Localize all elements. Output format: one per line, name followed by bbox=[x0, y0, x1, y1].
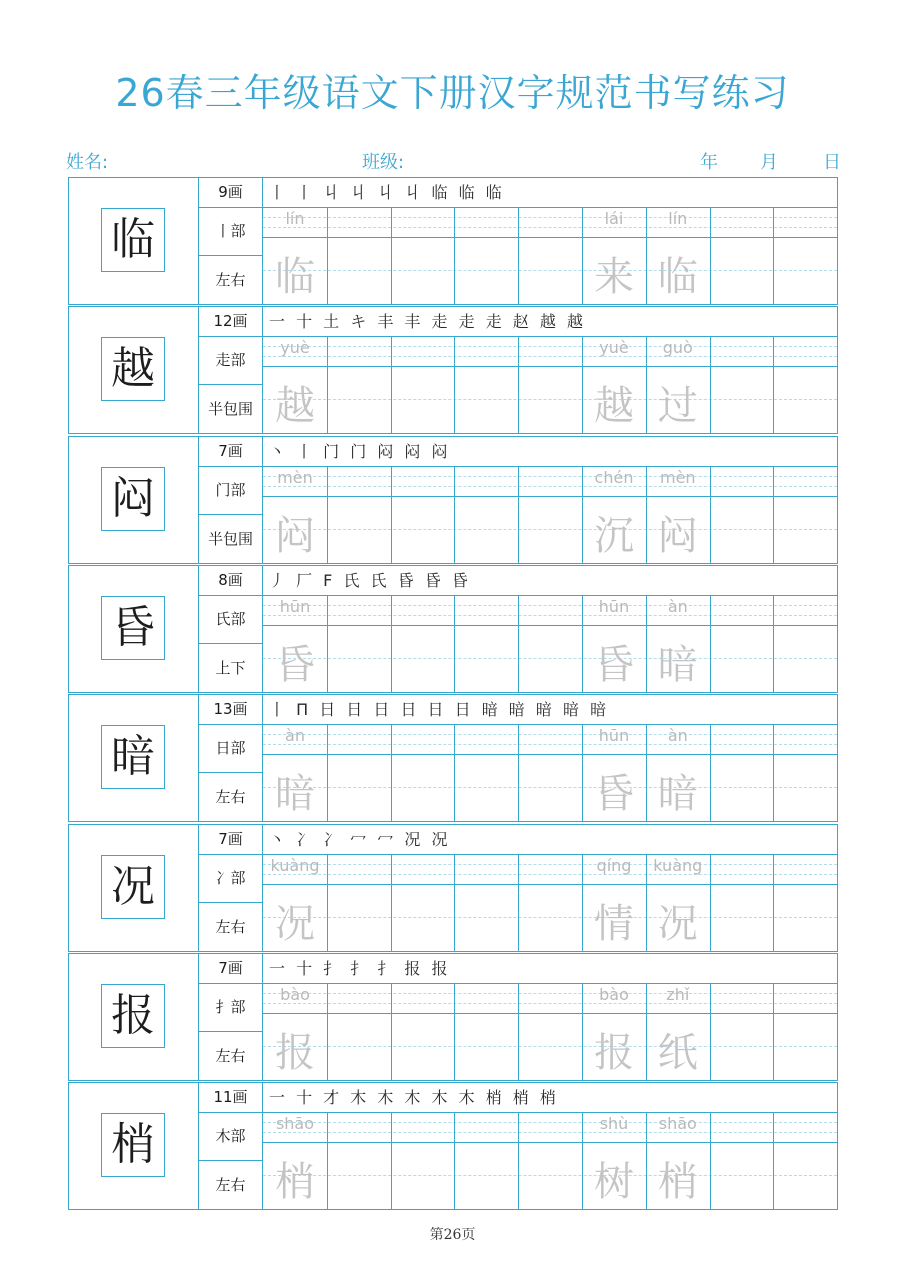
trace-character[interactable]: 过 bbox=[657, 383, 698, 430]
trace-character[interactable] bbox=[454, 251, 518, 303]
stroke-order: 丨 П 日 日 日 日 日 日 暗 暗 暗 暗 暗 bbox=[269, 700, 610, 720]
structure: 左右 bbox=[215, 788, 246, 807]
trace-character[interactable] bbox=[391, 768, 455, 820]
radical: 木部 bbox=[199, 1113, 262, 1161]
trace-character[interactable]: 梢 bbox=[657, 1159, 698, 1206]
trace-character[interactable] bbox=[391, 251, 455, 303]
trace-character[interactable]: 越 bbox=[275, 383, 315, 430]
character-block bbox=[68, 436, 838, 564]
trace-character[interactable] bbox=[518, 510, 582, 562]
stroke-count: 13画 bbox=[199, 695, 262, 725]
character-cell bbox=[69, 566, 199, 692]
grid-line bbox=[263, 754, 837, 755]
trace-character[interactable] bbox=[518, 639, 582, 691]
model-character: 闷 bbox=[101, 467, 165, 531]
trace-character[interactable]: 纸 bbox=[657, 1029, 698, 1076]
grid-line bbox=[263, 993, 837, 994]
grid-line bbox=[263, 864, 837, 865]
grid-line bbox=[263, 1209, 837, 1210]
trace-character[interactable] bbox=[391, 380, 455, 432]
class-label: 班级: bbox=[362, 152, 405, 173]
grid-line bbox=[263, 884, 837, 885]
trace-character[interactable] bbox=[327, 380, 391, 432]
trace-character[interactable]: 昏 bbox=[594, 641, 634, 688]
stroke-count: 11画 bbox=[199, 1083, 262, 1113]
pinyin-label: shāo bbox=[658, 1114, 697, 1134]
character-block bbox=[68, 306, 838, 434]
pinyin-label: chén bbox=[594, 467, 634, 487]
grid-line bbox=[263, 356, 837, 357]
radical: 氏部 bbox=[199, 596, 262, 644]
trace-character[interactable] bbox=[710, 898, 774, 950]
trace-character[interactable]: 昏 bbox=[275, 641, 315, 688]
trace-character[interactable]: 况 bbox=[275, 900, 315, 947]
pinyin-label: mèn bbox=[660, 467, 696, 487]
stroke-order: 丨 丨 丩 丩 丩 丩 临 临 临 bbox=[269, 183, 505, 202]
trace-character[interactable] bbox=[710, 1027, 774, 1079]
info-column bbox=[199, 695, 263, 821]
trace-character[interactable]: 梢 bbox=[275, 1159, 315, 1206]
grid-line bbox=[263, 692, 837, 693]
pinyin-label: zhǐ bbox=[666, 984, 690, 1004]
trace-character[interactable] bbox=[773, 768, 837, 820]
trace-character[interactable] bbox=[773, 380, 837, 432]
grid-line bbox=[263, 433, 837, 434]
grid-line bbox=[263, 625, 837, 626]
grid-line bbox=[263, 476, 837, 477]
character-cell bbox=[69, 437, 199, 563]
info-column bbox=[199, 1083, 263, 1209]
trace-character[interactable] bbox=[518, 251, 582, 303]
grid-line bbox=[263, 605, 837, 606]
radical: 丨部 bbox=[199, 208, 262, 256]
character-block bbox=[68, 565, 838, 693]
structure: 半包围 bbox=[207, 529, 253, 548]
trace-character[interactable] bbox=[391, 639, 455, 691]
writing-grid bbox=[263, 595, 837, 692]
trace-character[interactable] bbox=[710, 768, 774, 820]
trace-character[interactable] bbox=[454, 510, 518, 562]
grid-line bbox=[263, 207, 837, 208]
grid-line bbox=[263, 1142, 837, 1143]
stroke-order: 一 十 才 木 木 木 木 木 梢 梢 梢 bbox=[269, 1088, 559, 1108]
structure: 半包围 bbox=[207, 400, 253, 419]
trace-character[interactable]: 昏 bbox=[594, 771, 634, 818]
pinyin-label: lái bbox=[604, 209, 624, 228]
trace-character[interactable] bbox=[710, 639, 774, 691]
stroke-count: 8画 bbox=[199, 566, 262, 596]
trace-character[interactable] bbox=[773, 898, 837, 950]
grid-line bbox=[263, 1132, 837, 1133]
pinyin-label: àn bbox=[285, 726, 305, 746]
grid-line bbox=[263, 366, 837, 367]
trace-character[interactable] bbox=[391, 510, 455, 562]
info-column bbox=[199, 954, 263, 1080]
trace-character[interactable] bbox=[518, 768, 582, 820]
trace-character[interactable] bbox=[327, 639, 391, 691]
trace-character[interactable] bbox=[327, 898, 391, 950]
trace-character[interactable]: 闷 bbox=[657, 512, 698, 559]
pinyin-label: àn bbox=[667, 726, 688, 746]
model-character: 越 bbox=[101, 337, 165, 401]
pinyin-label: guò bbox=[662, 338, 693, 358]
grid-line bbox=[263, 724, 837, 725]
character-block bbox=[68, 694, 838, 822]
grid-line bbox=[263, 227, 837, 228]
year-label: 年 bbox=[700, 152, 718, 173]
stroke-order: 一 十 土 キ 丰 丰 走 走 走 赵 越 越 bbox=[269, 312, 586, 332]
trace-character[interactable]: 暗 bbox=[275, 771, 315, 818]
pinyin-label: lín bbox=[668, 209, 688, 228]
character-block bbox=[68, 824, 838, 952]
structure: 左右 bbox=[215, 917, 246, 936]
trace-character[interactable]: 暗 bbox=[657, 771, 698, 818]
character-cell bbox=[69, 307, 199, 433]
model-character: 报 bbox=[101, 984, 165, 1048]
writing-grid bbox=[263, 336, 837, 433]
trace-character[interactable] bbox=[327, 510, 391, 562]
trace-character[interactable]: 越 bbox=[594, 383, 634, 430]
radical: 冫部 bbox=[199, 855, 262, 903]
character-block bbox=[68, 177, 838, 305]
grid-line bbox=[263, 874, 837, 875]
pinyin-label: qíng bbox=[596, 855, 632, 875]
character-cell bbox=[69, 954, 199, 1080]
writing-grid bbox=[263, 724, 837, 821]
trace-character[interactable] bbox=[454, 898, 518, 950]
writing-grid bbox=[263, 854, 837, 951]
trace-character[interactable] bbox=[773, 251, 837, 303]
grid-line bbox=[263, 983, 837, 984]
grid-line bbox=[263, 1013, 837, 1014]
pinyin-label: bào bbox=[599, 984, 629, 1004]
grid-line bbox=[263, 615, 837, 616]
trace-character[interactable] bbox=[518, 898, 582, 950]
character-cell bbox=[69, 178, 199, 304]
grid-line bbox=[263, 595, 837, 596]
pinyin-label: kuàng bbox=[270, 855, 320, 875]
pinyin-label: hūn bbox=[279, 596, 311, 616]
trace-character[interactable]: 报 bbox=[275, 1029, 315, 1076]
radical: 门部 bbox=[199, 467, 262, 515]
grid-line bbox=[263, 854, 837, 855]
character-block bbox=[68, 1082, 838, 1210]
pinyin-label: kuàng bbox=[653, 855, 703, 875]
grid-line bbox=[263, 237, 837, 238]
grid-line bbox=[263, 744, 837, 745]
trace-character[interactable] bbox=[391, 1027, 455, 1079]
stroke-order: 一 十 扌 扌 扌 报 报 bbox=[269, 958, 451, 978]
trace-character[interactable] bbox=[773, 639, 837, 691]
model-character: 梢 bbox=[101, 1113, 165, 1177]
structure: 左右 bbox=[215, 1046, 246, 1065]
day-label: 日 bbox=[823, 152, 841, 173]
info-column bbox=[199, 825, 263, 951]
info-column bbox=[199, 307, 263, 433]
grid-line bbox=[263, 563, 837, 564]
trace-character[interactable] bbox=[327, 251, 391, 303]
trace-character[interactable] bbox=[454, 380, 518, 432]
trace-character[interactable] bbox=[327, 768, 391, 820]
pinyin-label: hūn bbox=[598, 596, 630, 616]
grid-line bbox=[263, 1112, 837, 1113]
trace-character[interactable] bbox=[518, 1027, 582, 1079]
trace-character[interactable]: 沉 bbox=[594, 512, 634, 559]
grid-line bbox=[263, 346, 837, 347]
structure: 左右 bbox=[215, 1176, 246, 1195]
month-label: 月 bbox=[760, 152, 778, 173]
trace-character[interactable] bbox=[454, 768, 518, 820]
writing-grid bbox=[263, 1112, 837, 1209]
grid-line bbox=[263, 486, 837, 487]
model-character: 临 bbox=[101, 208, 165, 272]
trace-character[interactable] bbox=[454, 639, 518, 691]
grid-line bbox=[263, 1122, 837, 1123]
stroke-count: 9画 bbox=[199, 178, 262, 208]
trace-character[interactable]: 树 bbox=[594, 1159, 634, 1206]
character-cell bbox=[69, 825, 199, 951]
structure: 上下 bbox=[215, 658, 246, 677]
trace-character[interactable] bbox=[710, 1156, 774, 1208]
grid-line bbox=[263, 217, 837, 218]
trace-character[interactable]: 暗 bbox=[657, 641, 698, 688]
grid-line bbox=[263, 1080, 837, 1081]
info-column bbox=[199, 178, 263, 304]
grid-line bbox=[263, 304, 837, 305]
grid-line bbox=[263, 496, 837, 497]
trace-character[interactable]: 况 bbox=[657, 900, 698, 947]
trace-character[interactable]: 来 bbox=[594, 254, 634, 300]
trace-character[interactable] bbox=[773, 1156, 837, 1208]
trace-character[interactable] bbox=[327, 1156, 391, 1208]
trace-character[interactable]: 闷 bbox=[275, 512, 315, 559]
pinyin-label: shāo bbox=[275, 1114, 315, 1134]
pinyin-label: àn bbox=[667, 596, 688, 616]
stroke-order: 丶 冫 冫 冖 冖 况 况 bbox=[269, 829, 451, 849]
structure: 左右 bbox=[215, 271, 246, 289]
grid-line bbox=[263, 1003, 837, 1004]
trace-character[interactable] bbox=[518, 1156, 582, 1208]
trace-character[interactable] bbox=[773, 510, 837, 562]
model-character: 暗 bbox=[101, 725, 165, 789]
trace-character[interactable]: 临 bbox=[657, 254, 698, 300]
character-cell bbox=[69, 1083, 199, 1209]
grid-line bbox=[263, 821, 837, 822]
trace-character[interactable] bbox=[391, 1156, 455, 1208]
trace-character[interactable] bbox=[327, 1027, 391, 1079]
trace-character[interactable]: 报 bbox=[594, 1029, 634, 1076]
stroke-order: 丿 厂 F 氏 氏 昏 昏 昏 bbox=[269, 570, 471, 590]
stroke-count: 12画 bbox=[199, 307, 262, 337]
trace-character[interactable] bbox=[710, 251, 774, 303]
name-label: 姓名: bbox=[66, 152, 109, 173]
trace-character[interactable]: 临 bbox=[275, 254, 315, 300]
grid-line bbox=[263, 336, 837, 337]
grid-line bbox=[263, 951, 837, 952]
pinyin-label: mèn bbox=[277, 467, 313, 487]
writing-grid bbox=[263, 466, 837, 563]
pinyin-label: lín bbox=[285, 209, 305, 228]
writing-grid bbox=[263, 983, 837, 1080]
trace-character[interactable] bbox=[773, 1027, 837, 1079]
trace-character[interactable] bbox=[710, 510, 774, 562]
stroke-count: 7画 bbox=[199, 825, 262, 855]
grid-line bbox=[263, 466, 837, 467]
pinyin-label: shù bbox=[599, 1114, 629, 1134]
grid-line bbox=[263, 734, 837, 735]
model-character: 况 bbox=[101, 855, 165, 919]
character-cell bbox=[69, 695, 199, 821]
trace-character[interactable] bbox=[391, 898, 455, 950]
stroke-count: 7画 bbox=[199, 954, 262, 984]
trace-character[interactable] bbox=[454, 1027, 518, 1079]
trace-character[interactable] bbox=[710, 380, 774, 432]
info-column bbox=[199, 437, 263, 563]
page-number: 第26页 bbox=[429, 1227, 476, 1243]
page-title: 26春三年级语文下册汉字规范书写练习 bbox=[115, 71, 790, 115]
pinyin-label: hūn bbox=[598, 726, 630, 746]
trace-character[interactable] bbox=[518, 380, 582, 432]
pinyin-label: bào bbox=[280, 984, 310, 1004]
pinyin-label: yuè bbox=[280, 338, 310, 358]
model-character: 昏 bbox=[101, 596, 165, 660]
radical: 日部 bbox=[199, 725, 262, 773]
pinyin-label: yuè bbox=[599, 338, 629, 358]
stroke-count: 7画 bbox=[199, 437, 262, 467]
radical: 走部 bbox=[199, 337, 262, 385]
trace-character[interactable]: 情 bbox=[594, 900, 634, 947]
radical: 扌部 bbox=[199, 984, 262, 1032]
character-block bbox=[68, 953, 838, 1081]
info-column bbox=[199, 566, 263, 692]
writing-grid bbox=[263, 207, 837, 304]
trace-character[interactable] bbox=[454, 1156, 518, 1208]
stroke-order: 丶 丨 门 门 闷 闷 闷 bbox=[269, 441, 451, 461]
